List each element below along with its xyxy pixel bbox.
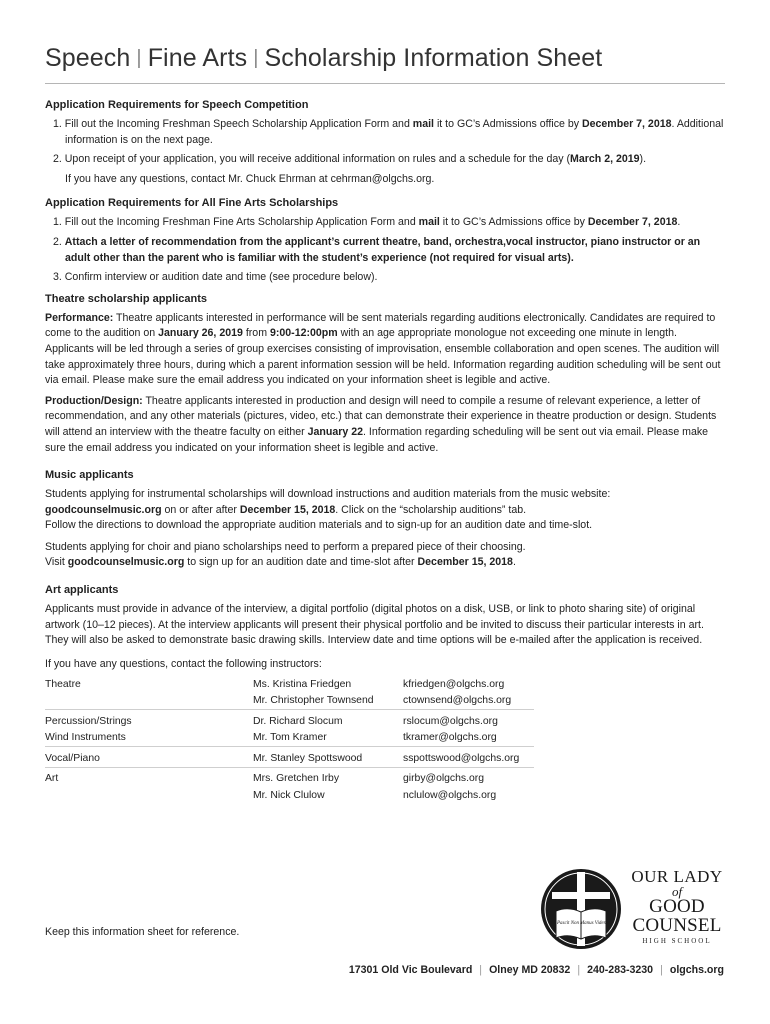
section-heading: Art applicants bbox=[45, 584, 119, 597]
speech-section bbox=[45, 98, 725, 187]
school-wordmark: OUR LADY of GOOD COUNSEL HIGH SCHOOL bbox=[631, 867, 723, 945]
speech-contact: If you have any questions, contact Mr. Chuck Ehrman at cehrman@olgchs.org. bbox=[65, 172, 435, 185]
email-link[interactable]: sspottswood@olgchs.org bbox=[403, 747, 534, 768]
art-section bbox=[45, 583, 725, 649]
theatre-section bbox=[45, 292, 725, 456]
keep-note: Keep this information sheet for reference. bbox=[45, 926, 240, 938]
list-item: 3. Confirm interview or audition date and time (see procedure below). bbox=[53, 271, 378, 284]
table-row: Mr. Christopher Townsend ctownsend@olgchs.org bbox=[45, 693, 534, 710]
table-row: Art Mrs. Gretchen Irby girby@olgchs.org bbox=[45, 767, 534, 787]
email-link[interactable]: kfriedgen@olgchs.org bbox=[403, 678, 505, 690]
book-right-text: Manus Videns bbox=[579, 921, 609, 926]
email-link[interactable]: nclulow@olgchs.org bbox=[403, 789, 497, 801]
music-instrumental: Students applying for instrumental scholarships will download instructions and audition materials from the music website: goodcounselmusic.org on or after after December 15, 2018. Click on the “scholarship auditions” tab. Follow the directions to download the appropriate audition materials and to sign-up for an audition date and time-slot. bbox=[45, 488, 611, 532]
section-heading: Application Requirements for Speech Competition bbox=[45, 99, 309, 111]
list-item: 2. Upon receipt of your application, you will receive additional information on rules and a schedule for the day (March 2, 2019). bbox=[53, 153, 647, 166]
table-row: Wind Instruments Mr. Tom Kramer tkramer@olgchs.org bbox=[45, 730, 534, 747]
music-section bbox=[45, 468, 725, 571]
website-link[interactable]: olgchs.org bbox=[669, 964, 724, 976]
table-row: Percussion/Strings Dr. Richard Slocum rslocum@olgchs.org bbox=[45, 710, 534, 730]
section-heading: Application Requirements for All Fine Arts Scholarships bbox=[45, 197, 339, 210]
finearts-section bbox=[45, 196, 725, 285]
theatre-production: Production/Design: Theatre applicants interested in production and design will need to compile a resume of relevant experience, a letter of recommendation, and any other materials (pictures, video, etc.) that can demonstrate their experience in theatre production or design. Students will attend an interview with the theatre faculty on either January 22. Information regarding scheduling will be sent out via email. Please make sure the email address you indicated on your information sheet is legible and active. bbox=[45, 394, 717, 454]
section-heading: Theatre scholarship applicants bbox=[45, 292, 207, 305]
theatre-performance: Performance: Theatre applicants interested in performance will be sent materials regarding auditions electronically. Candidates are required to come to the audition on January 26, 2019 from 9:00-12:00pm with an age appropriate monologue not exceeding one minute in length. Applicants will be led through a series of group exercises consisting of improvisation, ensemble collaboration and open scenes. The audition will take approximately three hours, during which a parent information session will be held. Information regarding audition scheduling will be sent out via email. Please make sure the email address you indicated on your information sheet is legible and active. bbox=[45, 311, 721, 387]
section-heading: Music applicants bbox=[45, 469, 134, 482]
email-link[interactable]: girby@olgchs.org bbox=[403, 773, 485, 785]
title-rule bbox=[45, 83, 725, 84]
document-body bbox=[45, 98, 725, 804]
email-link[interactable]: rslocum@olgchs.org bbox=[403, 715, 498, 727]
table-row: Theatre Ms. Kristina Friedgen kfriedgen@olgchs.org bbox=[45, 676, 534, 693]
email-link[interactable]: tkramer@olgchs.org bbox=[403, 730, 534, 747]
book-left-text: Pascit Non bbox=[556, 921, 580, 926]
list-item: 1. Fill out the Incoming Freshman Speech Scholarship Application Form and mail it to GC’s Admissions office by December 7, 2018. Additional information is on the next page. bbox=[53, 118, 724, 146]
list-item: 2. Attach a letter of recommendation from the applicant’s current theatre, band, orchestra,vocal instructor, piano instructor or an adult other than the parent who is familiar with the student’s experience (not required for visual arts). bbox=[53, 235, 701, 264]
email-link[interactable]: ctownsend@olgchs.org bbox=[403, 693, 534, 710]
table-row: Vocal/Piano Mr. Stanley Spottswood sspottswood@olgchs.org bbox=[45, 747, 534, 768]
list-item: 1. Fill out the Incoming Freshman Fine Arts Scholarship Application Form and mail it to GC’s Admissions office by December 7, 2018. bbox=[53, 216, 681, 229]
page-title: Speech | Fine Arts | Scholarship Information Sheet bbox=[45, 44, 603, 72]
footer-address: 17301 Old Vic Boulevard | Olney MD 20832 | 240-283-3230 | olgchs.org bbox=[348, 964, 724, 976]
crest-icon bbox=[538, 866, 624, 952]
music-choir: Students applying for choir and piano scholarships need to perform a prepared piece of their choosing. Visit goodcounselmusic.org to sign up for an audition date and time-slot after December 15, 2018. bbox=[45, 540, 526, 569]
table-row: Mr. Nick Clulow nclulow@olgchs.org bbox=[45, 787, 534, 804]
contacts-intro: If you have any questions, contact the following instructors: bbox=[45, 657, 322, 670]
art-body: Applicants must provide in advance of the interview, a digital portfolio (digital photos on a disk, USB, or link to photo sharing site) of original artwork (10–12 pieces). At the interview applicants will present their physical portfolio and be invited to discuss their particular interests in art. They will also be asked to demonstrate basic drawing skills. Interview date and time options will be e-mailed after the application is received. bbox=[45, 603, 704, 647]
contacts-table bbox=[45, 676, 534, 804]
